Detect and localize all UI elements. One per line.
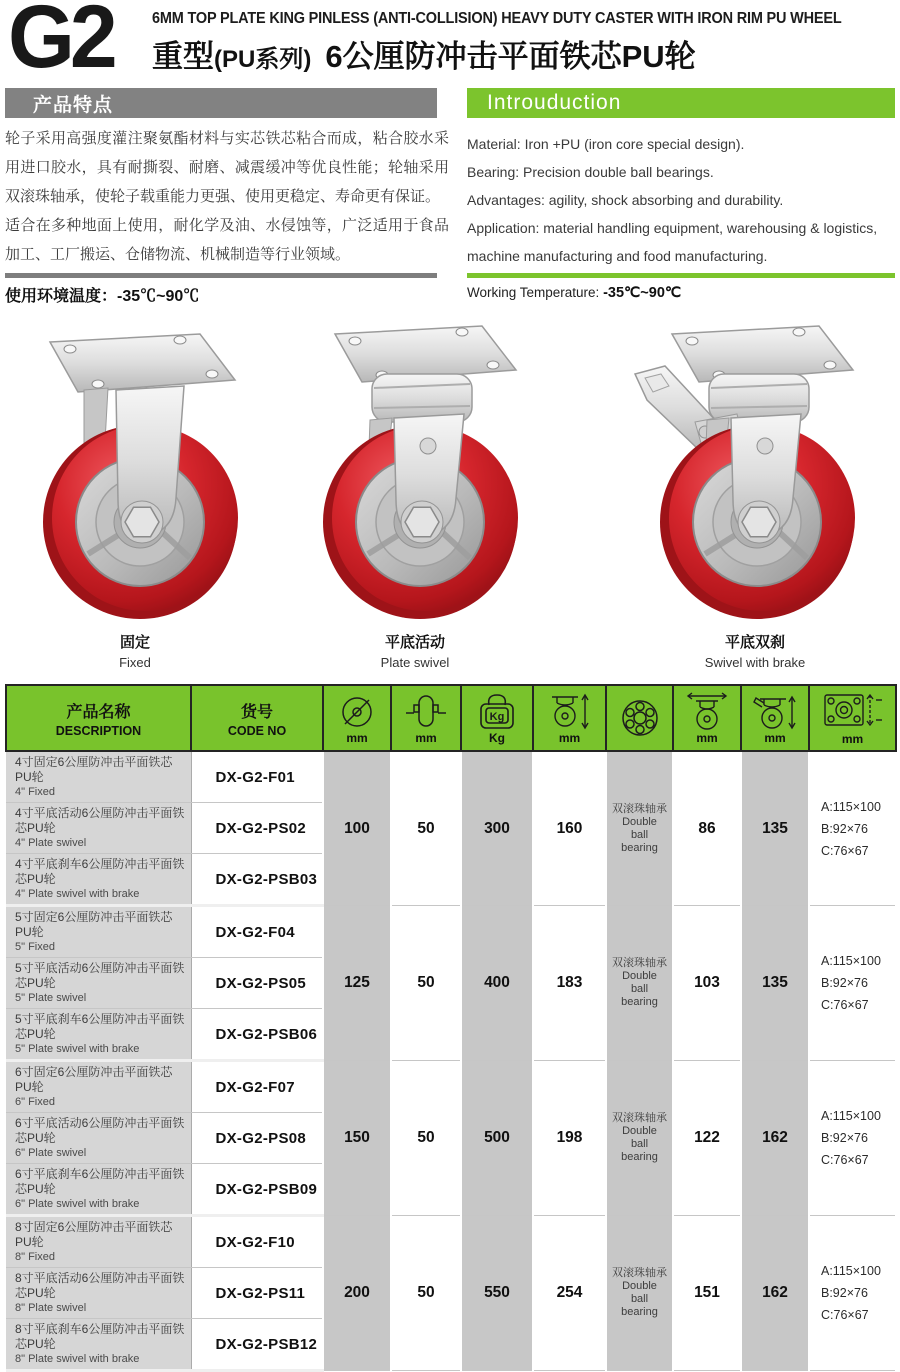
brake-height-value: 162 — [741, 1216, 809, 1371]
code-no-cell: DX-G2-F04 — [191, 906, 323, 958]
top-plate-icon — [822, 692, 884, 732]
desc-en: 4" Fixed — [15, 786, 55, 798]
code-no-cell: DX-G2-PSB12 — [191, 1319, 323, 1371]
header-code-en: CODE NO — [227, 723, 287, 738]
features-paragraph: 轮子采用高强度灌注聚氨酯材料与实芯铁芯粘合而成，粘合胶水采用进口胶水，具有耐撕裂、耐磨、减震缓冲等优良性能；轮轴采用双滚珠轴承，使轮子载重能力更强、使用更稳定、寿命更有保证。 — [5, 130, 449, 205]
product-title-en: 6MM TOP PLATE KING PINLESS (ANTI-COLLISION) HEAVY DUTY CASTER WITH IRON RIM PU WHEEL — [152, 10, 842, 27]
figure-label-en: Fixed — [119, 655, 151, 670]
desc-cn: 6寸平底活动6公厘防冲击平面铁芯PU轮 — [15, 1116, 185, 1145]
code-no-cell: DX-G2-F01 — [191, 751, 323, 803]
header-bearing — [606, 685, 673, 751]
bearing-en: Double ball bearing — [621, 815, 658, 854]
product-title-cn — [152, 31, 696, 76]
product-description-cell — [6, 1319, 191, 1371]
desc-cn: 8寸平底刹车6公厘防冲击平面铁芯PU轮 — [15, 1322, 185, 1351]
bearing-type-cell — [606, 751, 673, 906]
code-no-cell: DX-G2-F07 — [191, 1061, 323, 1113]
desc-cn: 8寸平底活动6公厘防冲击平面铁芯PU轮 — [15, 1271, 185, 1300]
header-swivel-radius — [673, 685, 741, 751]
title-cn-rest: 6公厘防冲击平面铁芯PU轮 — [325, 39, 696, 74]
brake-height-value: 135 — [741, 751, 809, 906]
plate-size-b: B:92×76 — [821, 1286, 868, 1300]
working-temperature-label: Working Temperature: — [467, 285, 604, 300]
desc-cn: 5寸平底刹车6公厘防冲击平面铁芯PU轮 — [15, 1012, 185, 1041]
features-heading: 产品特点 — [5, 88, 437, 118]
product-description-cell — [6, 1113, 191, 1164]
product-description-cell — [6, 958, 191, 1009]
series-logo: G2 — [8, 0, 113, 87]
figure-label-en: Plate swivel — [380, 655, 450, 670]
introduction-heading: Introuduction — [467, 88, 895, 118]
wheel-diameter-value: 125 — [323, 906, 391, 1061]
divider-bar-green — [467, 273, 895, 278]
table-header-row — [6, 685, 896, 751]
intro-line: Material: Iron +PU (iron core special design). — [467, 136, 745, 152]
table-row — [6, 751, 896, 803]
table-row — [6, 1061, 896, 1113]
header-code-no — [191, 685, 323, 751]
table-row — [6, 906, 896, 958]
bearing-type-cell — [606, 1061, 673, 1216]
desc-cn: 4寸固定6公厘防冲击平面铁芯PU轮 — [15, 755, 173, 784]
working-temperature-value: -35℃~90℃ — [603, 285, 682, 301]
swivel-radius-value: 122 — [673, 1061, 741, 1216]
fixed-caster-illustration — [43, 334, 238, 619]
desc-cn: 8寸固定6公厘防冲击平面铁芯PU轮 — [15, 1220, 173, 1249]
wheel-diameter-value: 100 — [323, 751, 391, 906]
swivel-radius-value: 103 — [673, 906, 741, 1061]
working-temperature-cn: 使用环境温度：-35℃~90℃ — [5, 288, 200, 305]
header-mounting-height — [533, 685, 606, 751]
wheel-width-value: 50 — [391, 751, 461, 906]
product-description-cell — [6, 803, 191, 854]
brake-caster-illustration — [635, 326, 855, 619]
desc-cn: 5寸固定6公厘防冲击平面铁芯PU轮 — [15, 910, 173, 939]
table-row — [6, 1216, 896, 1268]
features-paragraph: 适合在多种地面上使用，耐化学及油、水侵蚀等，广泛适用于食品加工、工厂搬运、仓储物流、机械制造等行业领域。 — [5, 217, 449, 263]
bearing-en: Double ball bearing — [621, 1125, 658, 1163]
plate-size-a: A:115×100 — [821, 799, 881, 814]
header-wheel-width — [391, 685, 461, 751]
plate-size-cell — [809, 1061, 896, 1216]
desc-en: 5" Plate swivel — [15, 992, 87, 1004]
bearing-cn: 双滚珠轴承 — [612, 1112, 667, 1124]
wheel-width-value: 50 — [391, 1216, 461, 1371]
desc-en: 4" Plate swivel with brake — [15, 888, 140, 900]
header-description-cn: 产品名称 — [66, 703, 131, 721]
unit-label: mm — [696, 730, 718, 745]
wheel-diameter-value: 200 — [323, 1216, 391, 1371]
plate-size-b: B:92×76 — [821, 821, 868, 836]
brake-height-value: 162 — [741, 1061, 809, 1216]
desc-cn: 6寸固定6公厘防冲击平面铁芯PU轮 — [15, 1065, 173, 1094]
unit-label: mm — [764, 730, 786, 745]
desc-en: 6" Fixed — [15, 1096, 55, 1108]
unit-label: mm — [415, 730, 437, 745]
product-description-cell — [6, 854, 191, 906]
desc-en: 8" Plate swivel with brake — [15, 1353, 140, 1365]
plate-size-a: A:115×100 — [821, 1264, 881, 1278]
figure-label-fixed — [25, 631, 245, 670]
unit-label: mm — [558, 730, 581, 745]
header-code-cn: 货号 — [240, 703, 273, 721]
features-text — [5, 124, 449, 269]
load-capacity-value: 500 — [461, 1061, 533, 1216]
wheel-width-value: 50 — [391, 1061, 461, 1216]
bearing-cn: 双滚珠轴承 — [612, 957, 667, 969]
desc-cn: 4寸平底活动6公厘防冲击平面铁芯PU轮 — [15, 806, 185, 835]
figure-label-cn: 固定 — [119, 634, 150, 651]
header-load-capacity — [461, 685, 533, 751]
code-no-cell: DX-G2-PS02 — [191, 803, 323, 854]
product-description-cell — [6, 1164, 191, 1216]
header-wheel-diameter — [323, 685, 391, 751]
code-no-cell: DX-G2-PSB03 — [191, 854, 323, 906]
wheel-diameter-value: 150 — [323, 1061, 391, 1216]
intro-line: Bearing: Precision double ball bearings. — [467, 164, 714, 180]
figure-label-cn: 平底双刹 — [724, 634, 785, 651]
code-no-cell: DX-G2-PSB09 — [191, 1164, 323, 1216]
plate-size-c: C:76×67 — [821, 1153, 869, 1167]
bearing-cn: 双滚珠轴承 — [612, 1267, 667, 1279]
plate-size-cell — [809, 906, 896, 1061]
header-brake-height — [741, 685, 809, 751]
figure-label-cn: 平底活动 — [384, 634, 445, 651]
intro-line: Application: material handling equipment, warehousing & logistics, machine manufacturing and food manufacturing. — [467, 220, 878, 264]
title-cn-paren: (PU系列) — [214, 46, 312, 73]
caster-photos-illustration — [5, 316, 895, 624]
desc-cn: 5寸平底活动6公厘防冲击平面铁芯PU轮 — [15, 961, 185, 990]
plate-size-cell — [809, 751, 896, 906]
mounting-height-value: 183 — [533, 906, 606, 1061]
code-no-cell: DX-G2-PS05 — [191, 958, 323, 1009]
working-temperature-en — [467, 285, 681, 301]
plate-size-b: B:92×76 — [821, 976, 868, 990]
product-description-cell — [6, 1061, 191, 1113]
bearing-type-cell — [606, 1216, 673, 1371]
spec-table — [5, 684, 897, 1372]
product-description-cell — [6, 751, 191, 803]
wheel-width-icon — [404, 693, 448, 731]
header-description — [6, 685, 191, 751]
unit-label: Kg — [489, 730, 505, 745]
unit-label: mm — [841, 731, 864, 746]
load-capacity-value: 400 — [461, 906, 533, 1061]
plate-size-a: A:115×100 — [821, 1109, 881, 1123]
swivel-radius-value: 151 — [673, 1216, 741, 1371]
code-no-cell: DX-G2-F10 — [191, 1216, 323, 1268]
plate-size-c: C:76×67 — [821, 843, 869, 858]
plate-size-cell — [809, 1216, 896, 1371]
swivel-caster-illustration — [323, 326, 518, 619]
title-cn-main: 重型 — [152, 39, 214, 74]
load-capacity-icon — [473, 693, 521, 731]
brake-height-value: 135 — [741, 906, 809, 1061]
introduction-text — [467, 130, 897, 270]
swivel-radius-icon — [684, 693, 730, 731]
bearing-icon — [618, 696, 662, 740]
desc-en: 8" Fixed — [15, 1251, 55, 1263]
divider-bar-gray — [5, 273, 437, 278]
desc-en: 5" Fixed — [15, 941, 55, 953]
code-no-cell: DX-G2-PS08 — [191, 1113, 323, 1164]
intro-line: Advantages: agility, shock absorbing and durability. — [467, 192, 784, 208]
desc-en: 4" Plate swivel — [15, 837, 87, 849]
desc-cn: 6寸平底刹车6公厘防冲击平面铁芯PU轮 — [15, 1167, 185, 1196]
wheel-diameter-icon — [337, 693, 377, 731]
mounting-height-value: 198 — [533, 1061, 606, 1216]
plate-size-b: B:92×76 — [821, 1131, 868, 1145]
plate-size-c: C:76×67 — [821, 1308, 869, 1322]
figure-label-en: Swivel with brake — [704, 655, 806, 670]
figure-label-swivel — [305, 631, 525, 670]
header-description-en: DESCRIPTION — [55, 723, 142, 738]
header-plate-size — [809, 685, 896, 751]
wheel-width-value: 50 — [391, 906, 461, 1061]
mounting-height-value: 254 — [533, 1216, 606, 1371]
figure-label-brake — [645, 631, 865, 670]
load-capacity-value: 550 — [461, 1216, 533, 1371]
bearing-en: Double ball bearing — [621, 970, 658, 1008]
desc-cn: 4寸平底刹车6公厘防冲击平面铁芯PU轮 — [15, 857, 185, 886]
plate-size-a: A:115×100 — [821, 954, 881, 968]
product-description-cell — [6, 1268, 191, 1319]
unit-label: mm — [346, 730, 368, 745]
product-description-cell — [6, 1009, 191, 1061]
desc-en: 5" Plate swivel with brake — [15, 1043, 140, 1055]
brake-caster-icon — [752, 693, 798, 731]
bearing-cn: 双滚珠轴承 — [612, 802, 667, 815]
desc-en: 6" Plate swivel — [15, 1147, 87, 1159]
kg-icon-label: Kg — [489, 710, 505, 723]
plate-size-c: C:76×67 — [821, 998, 869, 1012]
load-capacity-value: 300 — [461, 751, 533, 906]
product-description-cell — [6, 1216, 191, 1268]
code-no-cell: DX-G2-PSB06 — [191, 1009, 323, 1061]
code-no-cell: DX-G2-PS11 — [191, 1268, 323, 1319]
caster-figures — [5, 316, 895, 624]
desc-en: 8" Plate swivel — [15, 1302, 87, 1314]
desc-en: 6" Plate swivel with brake — [15, 1198, 140, 1210]
bearing-type-cell — [606, 906, 673, 1061]
bearing-en: Double ball bearing — [621, 1280, 658, 1318]
mounting-height-value: 160 — [533, 751, 606, 906]
product-description-cell — [6, 906, 191, 958]
swivel-radius-value: 86 — [673, 751, 741, 906]
mounting-height-icon — [547, 693, 593, 731]
